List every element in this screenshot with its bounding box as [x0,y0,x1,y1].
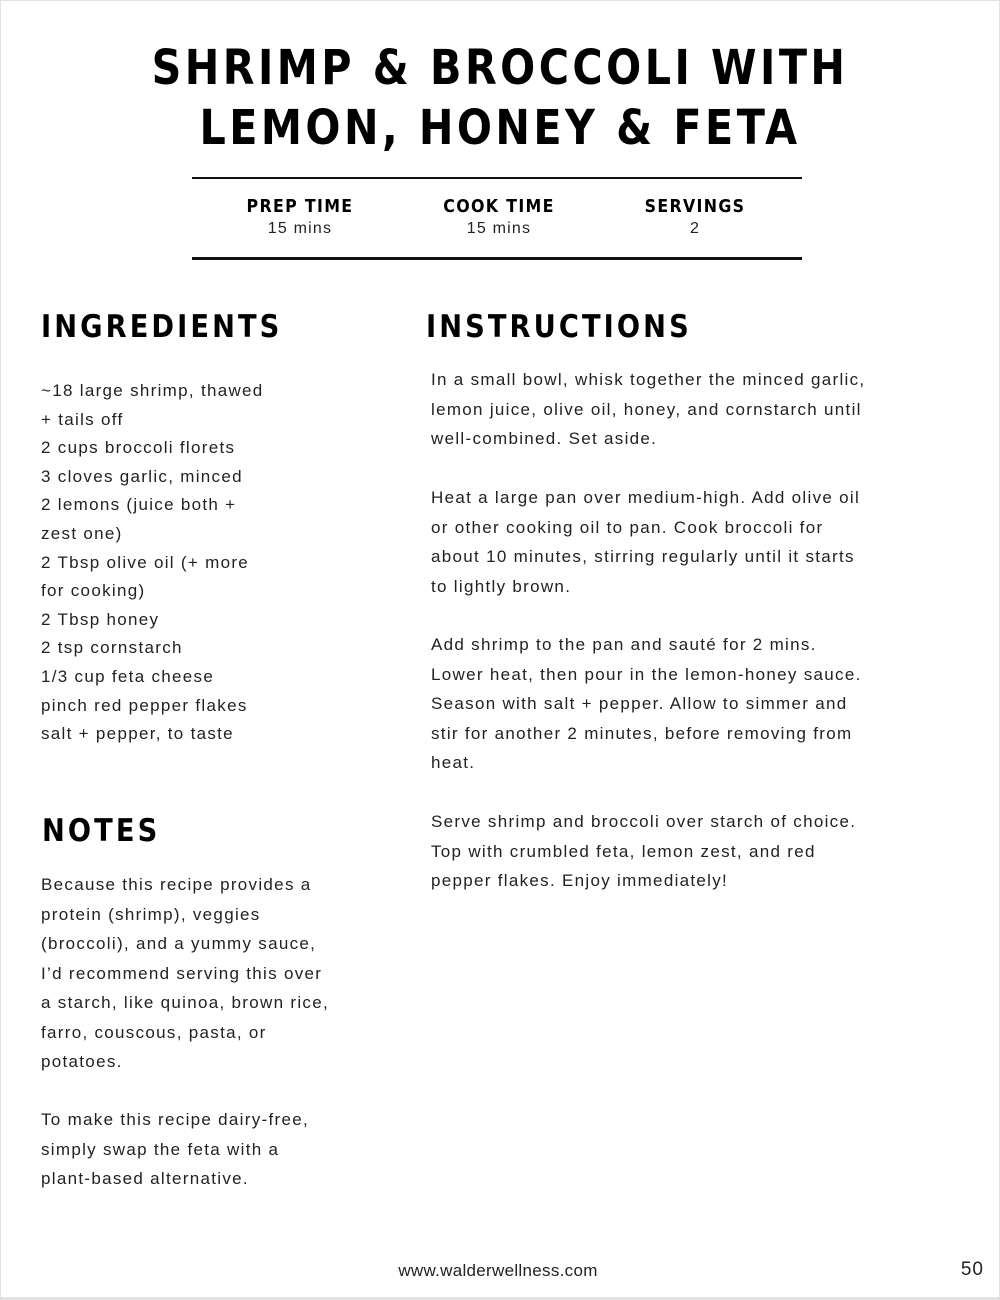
ingredients-list [41,377,264,749]
instruction-line: Season with salt + pepper. Allow to simmer and [431,694,848,713]
notes-line: simply swap the feta with a [41,1139,280,1159]
meta-top-divider [192,177,802,179]
ingredient-line: 2 cups broccoli florets [41,438,236,458]
notes-line: farro, couscous, pasta, or [41,1022,267,1042]
ingredient-line: zest one) [41,523,123,543]
instruction-line: Lower heat, then pour in the lemon-honey sauce. [431,664,862,684]
ingredient-line: 2 lemons (juice both + [41,495,237,515]
prep-time-label: PREP TIME [246,196,354,217]
notes-line: I’d recommend serving this over [41,963,323,983]
instruction-line: to lightly brown. [431,576,572,596]
notes-line: potatoes. [41,1052,123,1071]
ingredient-line: 2 Tbsp honey [41,609,160,629]
notes-line: a starch, like quinoa, brown rice, [41,993,329,1012]
notes-line: To make this recipe dairy-free, [41,1110,309,1129]
ingredient-line: 1/3 cup feta cheese [41,666,215,686]
instruction-line: Add shrimp to the pan and sauté for 2 mins. [431,635,817,654]
notes-paragraph-2 [41,1105,309,1194]
instruction-line: heat. [431,753,476,772]
notes-line: protein (shrimp), veggies [41,904,261,924]
recipe-title-line-1: SHRIMP & BROCCOLI WITH [151,40,849,96]
ingredient-line: for cooking) [41,581,146,601]
notes-line: (broccoli), and a yummy sauce, [41,934,317,953]
instruction-step-2 [431,483,860,601]
ingredient-line: 2 Tbsp olive oil (+ more [41,552,250,572]
website-url: www.walderwellness.com [398,1261,598,1280]
cook-time-label: COOK TIME [443,196,555,217]
servings-label: SERVINGS [644,196,746,217]
instructions-heading: INSTRUCTIONS [426,309,692,345]
instruction-line: well-combined. Set aside. [431,429,658,448]
instruction-step-3 [431,630,862,778]
cook-time [399,196,599,240]
notes-heading: NOTES [42,813,161,849]
servings [595,196,795,240]
meta-bottom-divider [192,257,802,260]
instruction-line: or other cooking oil to pan. Cook broccoli for [431,517,824,537]
instruction-step-4 [431,807,856,896]
instruction-line: Serve shrimp and broccoli over starch of choice. [431,812,857,831]
ingredients-heading: INGREDIENTS [41,309,283,345]
ingredient-line: 2 tsp cornstarch [41,638,183,658]
instruction-step-1 [431,365,865,454]
ingredient-line: salt + pepper, to taste [41,724,234,744]
instruction-line: pepper flakes. Enjoy immediately! [431,871,729,890]
ingredient-line: ~18 large shrimp, thawed [41,381,264,400]
instruction-line: stir for another 2 minutes, before removing from [431,723,853,743]
ingredient-line: + tails off [41,409,124,429]
notes-line: Because this recipe provides a [41,875,312,894]
instruction-line: In a small bowl, whisk together the minced garlic, [431,370,866,389]
cook-time-value: 15 mins [466,220,532,237]
page-number: 50 [960,1259,984,1280]
instruction-line: about 10 minutes, stirring regularly until it starts [431,547,855,566]
instruction-line: Heat a large pan over medium-high. Add olive oil [431,488,861,507]
servings-value: 2 [689,220,701,237]
ingredient-line: pinch red pepper flakes [41,695,248,715]
recipe-title [70,38,930,158]
ingredient-line: 3 cloves garlic, minced [41,466,243,486]
prep-time-value: 15 mins [267,220,333,237]
recipe-title-line-2: LEMON, HONEY & FETA [199,100,801,156]
instruction-line: lemon juice, olive oil, honey, and cornstarch until [431,399,862,419]
instruction-line: Top with crumbled feta, lemon zest, and red [431,841,816,861]
prep-time [200,196,400,240]
notes-paragraph-1 [41,870,329,1077]
notes-line: plant-based alternative. [41,1169,249,1188]
